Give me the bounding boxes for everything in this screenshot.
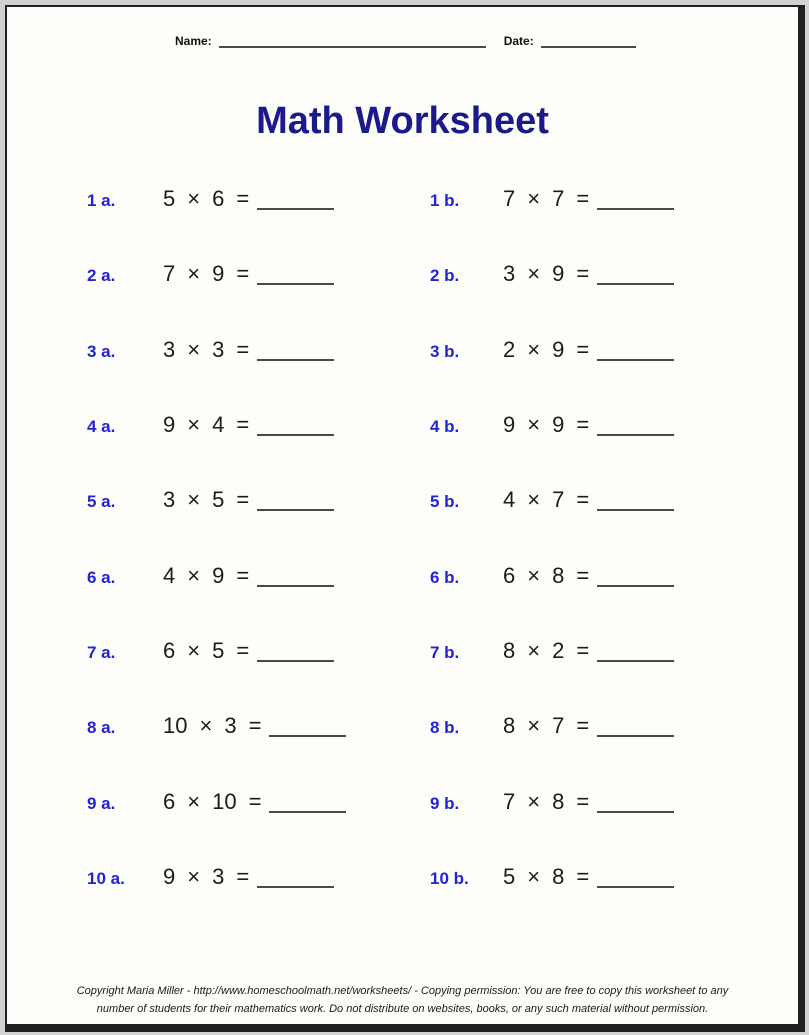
multiplicand: 8 [503,713,516,739]
answer-blank[interactable] [597,585,674,587]
multiplier: 5 [212,487,225,513]
times-sign: × [527,261,541,287]
multiplicand: 5 [163,186,176,211]
times-sign: × [187,186,201,211]
problem-cell [430,563,777,638]
problem-number-label: 2 a. [87,266,116,286]
multiplicand: 2 [503,336,516,362]
equals-sign: = [576,788,590,814]
times-sign: × [527,336,541,362]
date-label: Date: [503,34,534,48]
multiplicand: 3 [503,261,516,287]
times-sign: × [187,638,201,664]
multiplicand: 6 [163,788,176,814]
multiplier: 8 [552,864,565,890]
problem-number-label: 5 b. [430,492,460,512]
multiplier: 4 [212,412,225,438]
equals-sign: = [236,864,250,890]
multiplicand: 3 [163,336,176,362]
name-label: Name: [175,34,212,48]
problem-cell [87,864,430,939]
equals-sign: = [576,562,590,588]
answer-blank[interactable] [257,359,334,361]
problem-cell [87,261,430,336]
equals-sign: = [236,638,250,664]
name-input-line[interactable] [219,46,486,48]
problem-cell [430,713,777,788]
answer-blank[interactable] [257,660,334,662]
problem-number-label: 10 a. [87,869,125,889]
answer-blank[interactable] [597,509,674,511]
multiplicand: 7 [503,186,516,211]
equals-sign: = [576,261,590,287]
equals-sign: = [576,186,590,211]
multiplier: 8 [552,788,565,814]
answer-blank[interactable] [597,359,674,361]
multiplicand: 10 [163,713,188,739]
times-sign: × [527,713,541,739]
equals-sign: = [248,788,262,814]
problem-number-label: 5 a. [87,492,116,512]
multiplier: 3 [212,864,225,890]
equals-sign: = [248,713,262,739]
multiplier: 7 [552,713,565,739]
times-sign: × [187,261,201,287]
problem-number-label: 7 a. [87,643,116,663]
multiplicand: 5 [503,864,516,890]
times-sign: × [187,788,201,814]
problem-number-label: 9 a. [87,793,116,813]
problem-cell [430,638,777,713]
equals-sign: = [236,562,250,588]
page-title: Math Worksheet [256,100,549,142]
equals-sign: = [236,412,250,438]
times-sign: × [527,788,541,814]
problem-cell [87,638,430,713]
times-sign: × [527,412,541,438]
problem-number-label: 10 b. [430,869,469,889]
equals-sign: = [576,336,590,362]
problem-number-label: 2 b. [430,266,460,286]
problem-number-label: 3 b. [430,341,460,361]
times-sign: × [187,412,201,438]
multiplier: 3 [224,713,237,739]
answer-blank[interactable] [597,660,674,662]
answer-blank[interactable] [257,886,334,888]
problem-cell [430,789,777,864]
multiplicand: 7 [503,788,516,814]
copyright-line-1: Copyright Maria Miller - http://www.homeschoolmath.net/worksheets/ - Copying permission: You are free to copy this worksheet to any [76,985,729,997]
times-sign: × [187,864,201,890]
equals-sign: = [576,638,590,664]
answer-blank[interactable] [257,585,334,587]
worksheet-page [5,5,805,1032]
multiplier: 9 [552,412,565,438]
multiplicand: 9 [163,864,176,890]
multiplier: 9 [212,261,225,287]
answer-blank[interactable] [257,434,334,436]
problem-number-label: 6 b. [430,567,460,587]
equals-sign: = [236,261,250,287]
multiplicand: 7 [163,261,176,287]
problems-grid [87,186,777,939]
problem-cell [87,563,430,638]
header-fields [175,34,636,48]
answer-blank[interactable] [597,811,674,813]
answer-blank[interactable] [597,886,674,888]
copyright-line-2: number of students for their mathematics work. Do not distribute on websites, books, or any such material without permission. [96,1003,709,1015]
multiplicand: 9 [163,412,176,438]
problem-cell [430,864,777,939]
multiplicand: 4 [503,487,516,513]
equals-sign: = [236,487,250,513]
date-input-line[interactable] [541,46,636,48]
equals-sign: = [576,713,590,739]
times-sign: × [187,487,201,513]
multiplier: 2 [552,638,565,664]
multiplicand: 6 [503,562,516,588]
times-sign: × [527,864,541,890]
problem-cell [430,186,777,261]
equals-sign: = [576,487,590,513]
answer-blank[interactable] [597,208,674,210]
multiplier: 3 [212,336,225,362]
multiplier: 8 [552,562,565,588]
problem-cell [87,789,430,864]
problem-number-label: 6 a. [87,567,116,587]
problem-cell [87,412,430,487]
problem-cell [430,337,777,412]
problem-number-label: 1 a. [87,191,116,210]
multiplicand: 6 [163,638,176,664]
multiplier: 5 [212,638,225,664]
problem-number-label: 8 a. [87,718,116,738]
problem-cell [87,337,430,412]
problem-number-label: 4 b. [430,417,460,437]
multiplicand: 3 [163,487,176,513]
answer-blank[interactable] [269,735,346,737]
times-sign: × [187,336,201,362]
multiplicand: 9 [503,412,516,438]
equals-sign: = [576,864,590,890]
multiplicand: 4 [163,562,176,588]
problem-number-label: 9 b. [430,793,460,813]
answer-blank[interactable] [269,811,346,813]
problem-cell [87,713,430,788]
times-sign: × [527,562,541,588]
answer-blank[interactable] [597,283,674,285]
multiplier: 6 [212,186,225,211]
copyright-footer [7,982,798,1018]
times-sign: × [527,186,541,211]
problem-number-label: 7 b. [430,643,460,663]
problem-cell [430,261,777,336]
multiplier: 7 [552,487,565,513]
times-sign: × [527,487,541,513]
problem-cell [430,487,777,562]
multiplier: 9 [552,261,565,287]
times-sign: × [527,638,541,664]
answer-blank[interactable] [597,434,674,436]
times-sign: × [199,713,213,739]
problem-number-label: 1 b. [430,191,460,210]
answer-blank[interactable] [257,283,334,285]
multiplier: 10 [212,788,237,814]
multiplicand: 8 [503,638,516,664]
problem-cell [87,186,430,261]
answer-blank[interactable] [257,509,334,511]
equals-sign: = [236,336,250,362]
problem-number-label: 3 a. [87,341,116,361]
answer-blank[interactable] [257,208,334,210]
multiplier: 9 [212,562,225,588]
problem-cell [87,487,430,562]
equals-sign: = [236,186,250,211]
problem-number-label: 8 b. [430,718,460,738]
answer-blank[interactable] [597,735,674,737]
times-sign: × [187,562,201,588]
equals-sign: = [576,412,590,438]
problem-number-label: 4 a. [87,417,116,437]
multiplier: 7 [552,186,565,211]
problem-cell [430,412,777,487]
multiplier: 9 [552,336,565,362]
